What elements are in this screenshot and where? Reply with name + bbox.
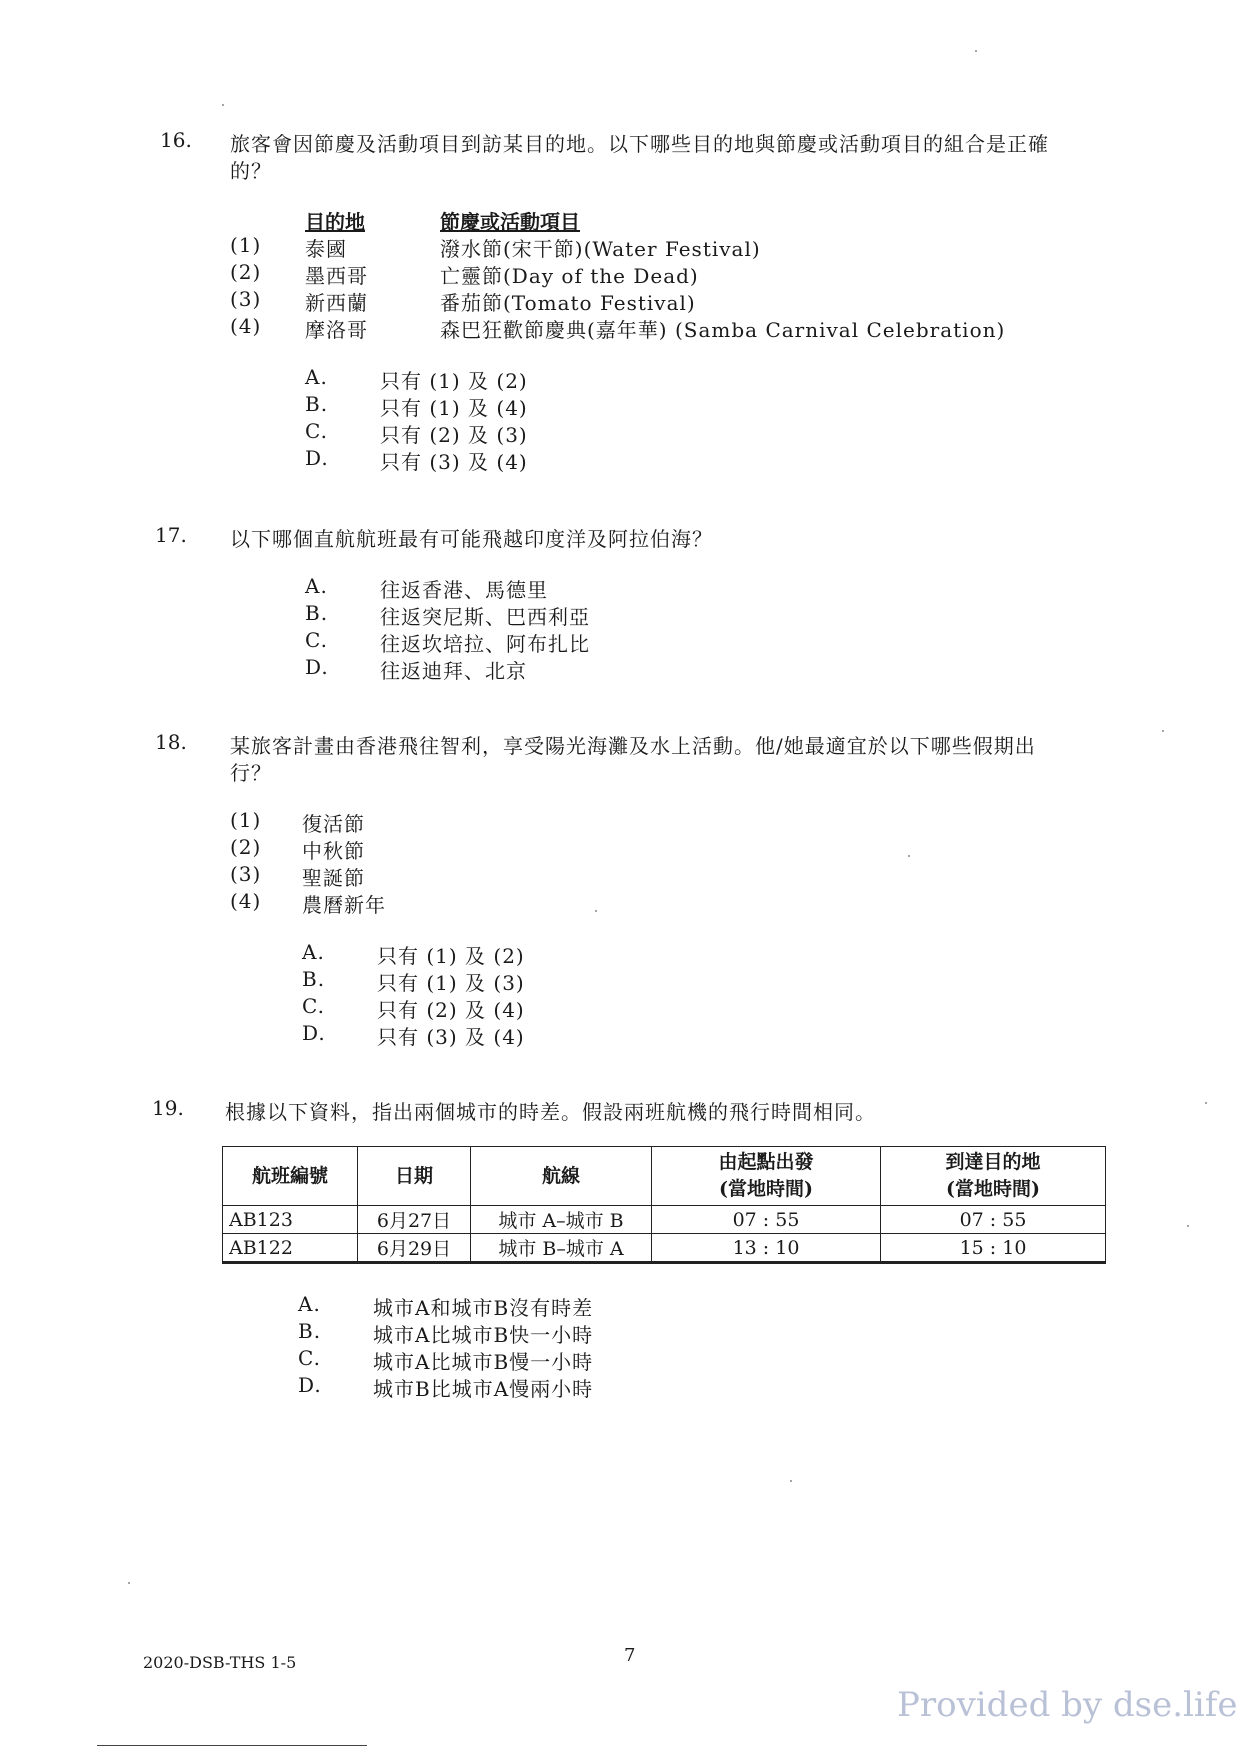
q16-option-letter: B. — [305, 392, 329, 416]
q16-col-event: 節慶或活動項目 — [440, 210, 580, 234]
q19-option-text: 城市A和城市B沒有時差 — [373, 1296, 594, 1320]
q18-item-text: 復活節 — [302, 812, 365, 836]
exam-code: 2020-DSB-THS 1-5 — [143, 1653, 297, 1672]
q17-stem: 以下哪個直航航班最有可能飛越印度洋及阿拉伯海？ — [230, 527, 713, 551]
header-departure — [652, 1147, 881, 1206]
q16-pair-place: 摩洛哥 — [305, 318, 368, 342]
q18-option-letter: C. — [302, 994, 325, 1018]
q16-pair-num: (1) — [230, 233, 262, 257]
q16-col-destination: 目的地 — [305, 210, 365, 234]
q19-option-letter: A. — [298, 1292, 321, 1316]
cell-date: 6月27日 — [358, 1206, 471, 1234]
q16-pair-event: 森巴狂歡節慶典(嘉年華) (Samba Carnival Celebration) — [440, 318, 1006, 342]
flight-table — [222, 1146, 1106, 1264]
q18-option-letter: B. — [302, 967, 326, 991]
q16-pair-num: (2) — [230, 260, 262, 284]
header-date: 日期 — [358, 1147, 471, 1206]
q19-option-text: 城市B比城市A慢兩小時 — [373, 1377, 594, 1401]
scan-speck — [908, 855, 910, 857]
q16-stem-line1: 旅客會因節慶及活動項目到訪某目的地。以下哪些目的地與節慶或活動項目的組合是正確 — [230, 132, 1049, 156]
q18-item-num: (4) — [230, 889, 262, 913]
q18-item-text: 聖誕節 — [302, 866, 365, 890]
page-number: 7 — [624, 1645, 636, 1666]
q19-option-letter: C. — [298, 1346, 321, 1370]
q18-number: 18. — [155, 730, 187, 754]
q18-option-text: 只有 (3) 及 (4) — [377, 1025, 525, 1049]
q16-pair-place: 墨西哥 — [305, 264, 368, 288]
q19-stem: 根據以下資料，指出兩個城市的時差。假設兩班航機的飛行時間相同。 — [225, 1100, 876, 1124]
q18-item-num: (3) — [230, 862, 262, 886]
q17-option-text: 往返突尼斯、巴西利亞 — [380, 605, 590, 629]
q18-option-letter: D. — [302, 1021, 326, 1045]
header-departure-sub: (當地時間) — [719, 1178, 813, 1200]
cell-arrival: 15 : 10 — [881, 1234, 1106, 1263]
q18-item-text: 中秋節 — [302, 839, 365, 863]
cell-date: 6月29日 — [358, 1234, 471, 1263]
q16-option-letter: D. — [305, 446, 329, 470]
q18-item-num: (1) — [230, 808, 262, 832]
cell-flight-no: AB122 — [223, 1234, 358, 1263]
scan-speck — [128, 1582, 130, 1584]
q16-option-text: 只有 (3) 及 (4) — [380, 450, 528, 474]
q19-option-text: 城市A比城市B快一小時 — [373, 1323, 594, 1347]
q16-pair-num: (3) — [230, 287, 262, 311]
table-row — [223, 1234, 1106, 1263]
q16-pair-event: 潑水節(宋干節)(Water Festival) — [440, 237, 761, 261]
cell-route: 城市 B–城市 A — [471, 1234, 652, 1263]
cell-route: 城市 A–城市 B — [471, 1206, 652, 1234]
q16-option-letter: A. — [305, 365, 328, 389]
bottom-rule — [97, 1745, 367, 1746]
scan-speck — [1162, 730, 1164, 732]
cell-flight-no: AB123 — [223, 1206, 358, 1234]
q17-option-letter: A. — [305, 574, 328, 598]
scan-speck — [1205, 1102, 1207, 1104]
header-departure-label: 由起點出發 — [718, 1151, 814, 1173]
q17-option-letter: D. — [305, 655, 329, 679]
q16-pair-event: 番茄節(Tomato Festival) — [440, 291, 696, 315]
scan-speck — [222, 104, 224, 106]
header-arrival-label: 到達目的地 — [945, 1151, 1041, 1173]
q16-pair-place: 新西蘭 — [305, 291, 368, 315]
q19-option-letter: B. — [298, 1319, 322, 1343]
cell-departure: 07 : 55 — [652, 1206, 881, 1234]
q16-option-text: 只有 (2) 及 (3) — [380, 423, 528, 447]
header-arrival — [881, 1147, 1106, 1206]
cell-arrival: 07 : 55 — [881, 1206, 1106, 1234]
q16-option-text: 只有 (1) 及 (2) — [380, 369, 528, 393]
q16-option-letter: C. — [305, 419, 328, 443]
q18-item-text: 農曆新年 — [302, 893, 386, 917]
flight-table-header — [223, 1147, 1106, 1206]
q18-option-letter: A. — [302, 940, 325, 964]
q17-option-text: 往返迪拜、北京 — [380, 659, 527, 683]
q19-option-letter: D. — [298, 1373, 322, 1397]
header-flight-no: 航班編號 — [223, 1147, 358, 1206]
header-route: 航線 — [471, 1147, 652, 1206]
scan-speck — [1187, 1225, 1189, 1227]
q18-stem-line1: 某旅客計畫由香港飛往智利，享受陽光海灘及水上活動。他/她最適宜於以下哪些假期出 — [230, 734, 1036, 758]
q17-number: 17. — [155, 523, 187, 547]
q16-pair-num: (4) — [230, 314, 262, 338]
q18-option-text: 只有 (1) 及 (3) — [377, 971, 525, 995]
q16-pair-place: 泰國 — [305, 237, 347, 261]
header-arrival-sub: (當地時間) — [946, 1178, 1040, 1200]
q16-number: 16. — [160, 128, 192, 152]
q18-option-text: 只有 (2) 及 (4) — [377, 998, 525, 1022]
q19-number: 19. — [152, 1096, 184, 1120]
q18-option-text: 只有 (1) 及 (2) — [377, 944, 525, 968]
cell-departure: 13 : 10 — [652, 1234, 881, 1263]
q18-stem-line2: 行？ — [230, 761, 272, 785]
scan-speck — [790, 1480, 792, 1482]
q17-option-letter: B. — [305, 601, 329, 625]
q16-pair-event: 亡靈節(Day of the Dead) — [440, 264, 699, 288]
q17-option-text: 往返坎培拉、阿布扎比 — [380, 632, 590, 656]
q16-stem-line2: 的？ — [230, 159, 272, 183]
q18-item-num: (2) — [230, 835, 262, 859]
watermark: Provided by dse.life — [897, 1685, 1238, 1725]
q19-option-text: 城市A比城市B慢一小時 — [373, 1350, 594, 1374]
table-row — [223, 1206, 1106, 1234]
scan-speck — [975, 50, 977, 52]
q16-option-text: 只有 (1) 及 (4) — [380, 396, 528, 420]
scan-speck — [595, 910, 597, 912]
q17-option-letter: C. — [305, 628, 328, 652]
q17-option-text: 往返香港、馬德里 — [380, 578, 548, 602]
